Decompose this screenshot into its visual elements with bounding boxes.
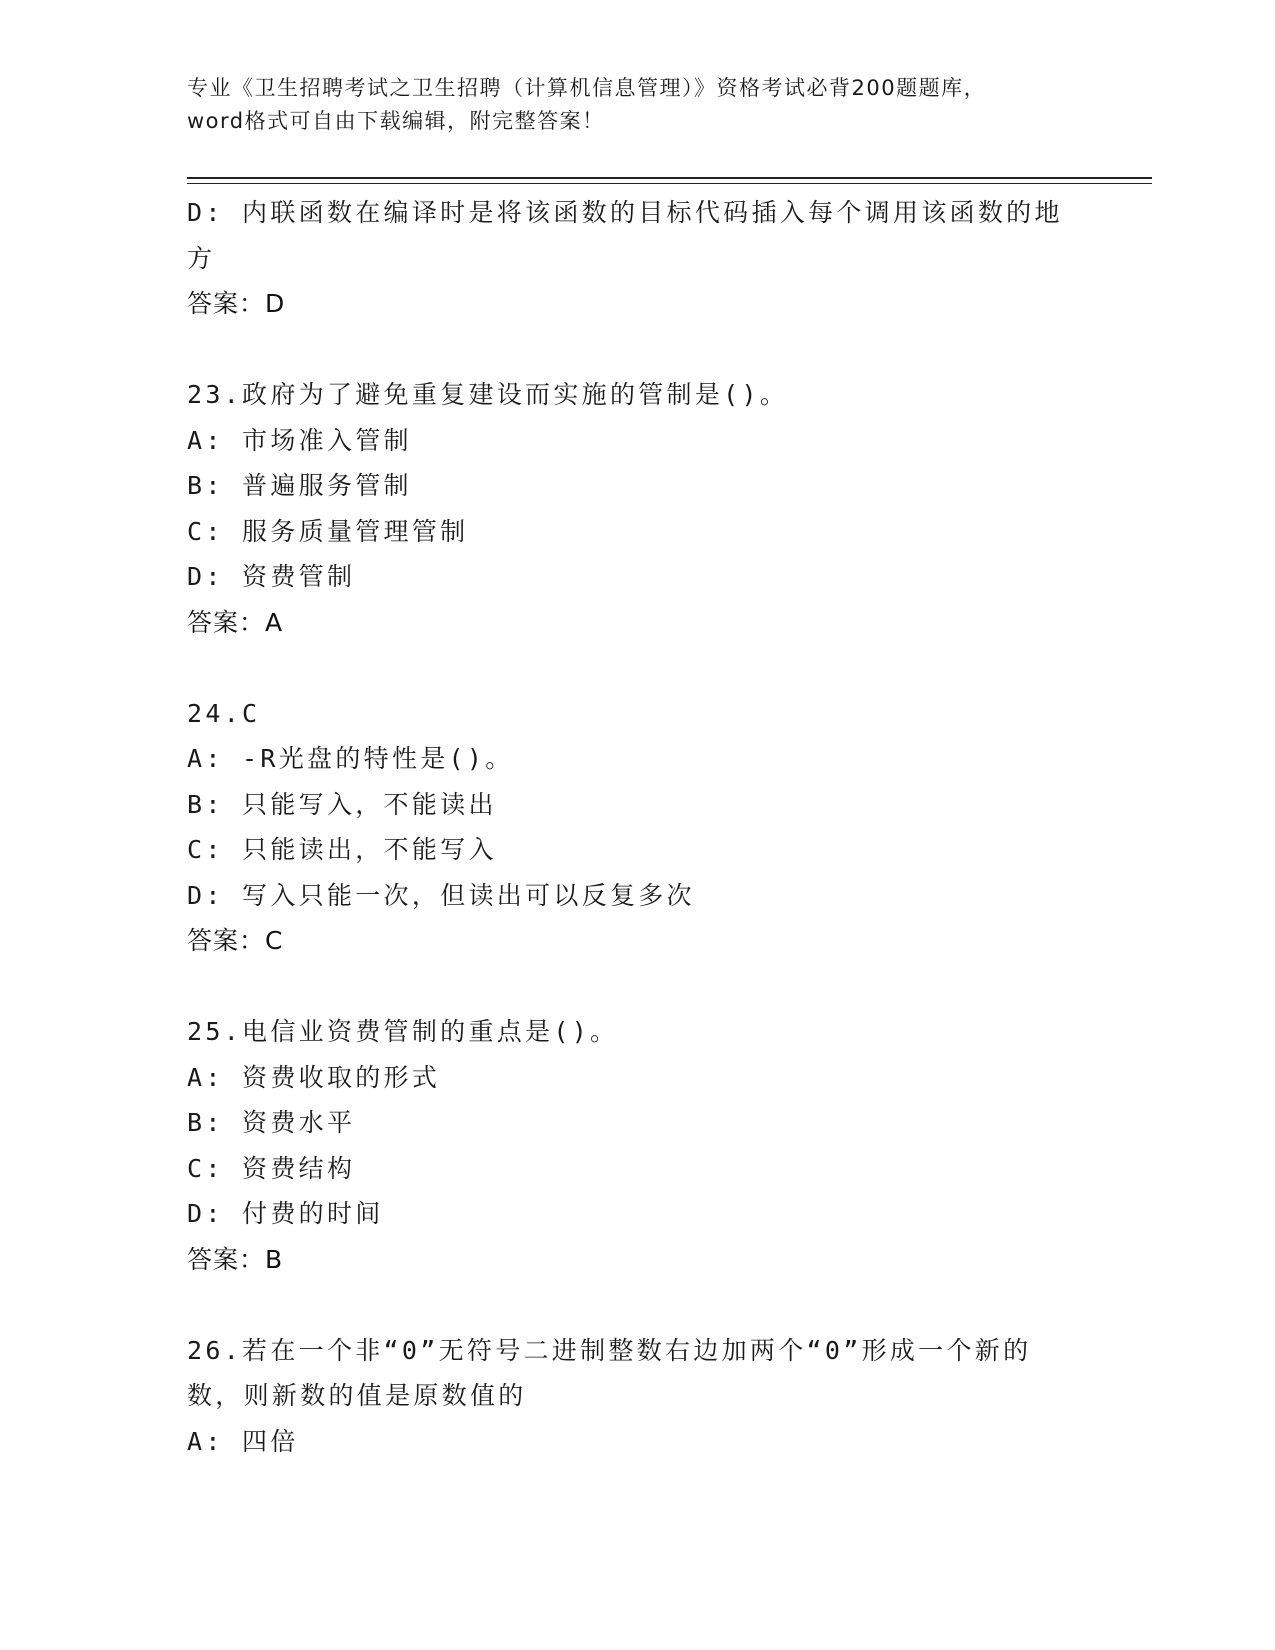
option-b: B: 普遍服务管制 xyxy=(187,471,412,500)
option-d-continued: 方 xyxy=(187,243,216,273)
question-stem: 24.C xyxy=(187,698,261,728)
option-c: C: 资费结构 xyxy=(187,1153,356,1183)
spacer xyxy=(187,327,1087,373)
option-a: A: -R光盘的特性是()。 xyxy=(187,744,514,773)
option-d: D: 付费的时间 xyxy=(187,1199,384,1228)
option-a: A: 市场准入管制 xyxy=(187,425,412,455)
question-stem-continued: 数，则新数的值是原数值的 xyxy=(187,1381,527,1410)
option-b: B: 只能写入，不能读出 xyxy=(187,789,497,819)
answer-text: 答案：B xyxy=(187,1244,284,1274)
option-c: C: 只能读出，不能写入 xyxy=(187,835,497,864)
answer-text: 答案：C xyxy=(187,926,284,955)
option-a: A: 资费收取的形式 xyxy=(187,1062,441,1092)
spacer xyxy=(187,1282,1087,1328)
question-stem: 23.政府为了避免重复建设而实施的管制是()。 xyxy=(187,380,789,409)
question-stem: 26.若在一个非“0”无符号二进制整数右边加两个“0”形成一个新的 xyxy=(187,1335,1032,1365)
header-divider-thick xyxy=(187,177,1152,179)
question-22-tail xyxy=(187,190,1087,327)
question-23 xyxy=(187,372,1087,645)
question-stem: 25.电信业资费管制的重点是()。 xyxy=(187,1017,619,1046)
question-24 xyxy=(187,691,1087,964)
document-header xyxy=(187,72,1087,138)
answer-text: 答案：D xyxy=(187,289,286,318)
header-divider-thin xyxy=(187,183,1152,184)
option-c: C: 服务质量管理管制 xyxy=(187,516,469,546)
header-title-line-2: word格式可自由下载编辑，附完整答案！ xyxy=(187,109,605,133)
option-d: D: 内联函数在编译时是将该函数的目标代码插入每个调用该函数的地 xyxy=(187,198,1063,227)
question-25 xyxy=(187,1009,1087,1282)
spacer xyxy=(187,964,1087,1010)
option-d: D: 资费管制 xyxy=(187,562,356,591)
option-a: A: 四倍 xyxy=(187,1426,299,1456)
spacer xyxy=(187,645,1087,691)
answer-text: 答案：A xyxy=(187,607,284,637)
question-26 xyxy=(187,1328,1087,1465)
option-d: D: 写入只能一次，但读出可以反复多次 xyxy=(187,880,695,910)
header-title-line-1: 专业《卫生招聘考试之卫生招聘（计算机信息管理）》资格考试必背200题题库， xyxy=(187,76,987,100)
question-content xyxy=(187,190,1087,1464)
option-b: B: 资费水平 xyxy=(187,1108,356,1137)
